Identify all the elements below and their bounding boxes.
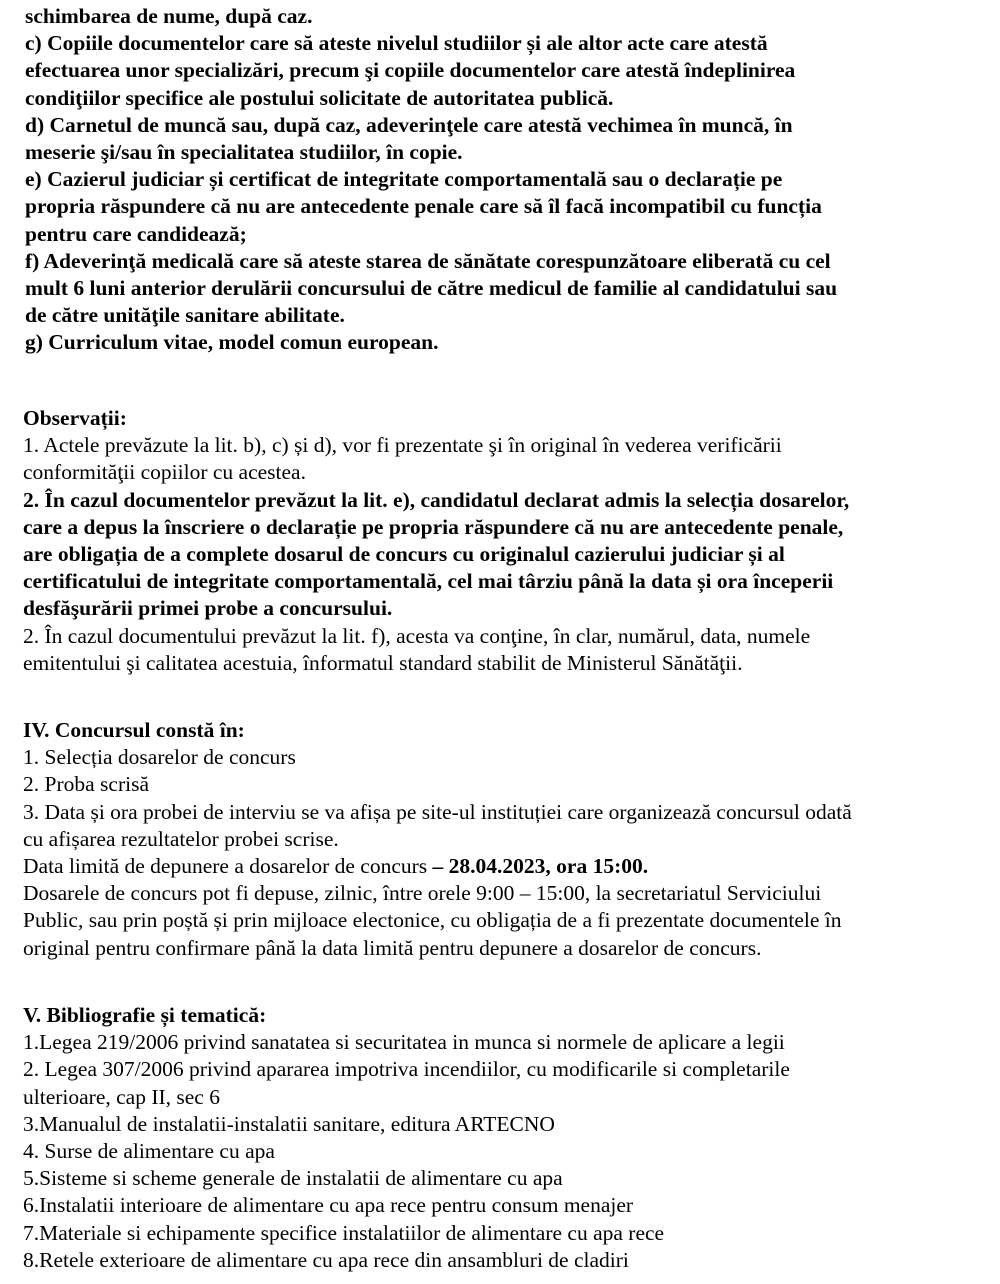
list-item-c: c) Copiile documentelor care să ateste nivelul studiilor și ale altor acte care atestă (25, 31, 768, 56)
observation-line: care a depus la înscriere o declarație pe propria răspundere că nu are antecedente penale, (23, 514, 844, 539)
bibliography-item: 2. Legea 307/2006 privind apararea impotriva incendiilor, cu modificarile si completarile (23, 1057, 790, 1082)
list-item-g: g) Curriculum vitae, model comun european. (25, 330, 439, 355)
contest-section (0, 717, 1000, 962)
deadline-label: Data limită de depunere a dosarelor de concurs (23, 853, 433, 878)
observations-section (0, 405, 1000, 677)
list-item-d: d) Carnetul de muncă sau, după caz, adeverinţele care atestă vechimea în muncă, în (25, 112, 793, 137)
list-line: schimbarea de nume, după caz. (25, 4, 313, 28)
observation-line: 2. În cazul documentului prevăzut la lit. f), acesta va conţine, în clar, numărul, data, numele (23, 623, 811, 648)
list-line: condiţiilor specifice ale postului solicitate de autoritatea publică. (25, 85, 614, 110)
list-line: efectuarea unor specializări, precum şi copiile documentelor care atestă îndeplinirea (25, 58, 796, 83)
contest-line: cu afișarea rezultatelor probei scrise. (23, 826, 339, 851)
list-line: meserie şi/sau în specialitatea studiilor, în copie. (25, 139, 463, 164)
observation-line: 1. Actele prevăzute la lit. b), c) și d), vor fi prezentate şi în original în vederea verificării (23, 433, 782, 458)
submission-line: Public, sau prin poștă și prin mijloace electonice, cu obligația de a fi prezentate documentele în (23, 908, 842, 933)
deadline-value: – 28.04.2023, ora 15:00. (432, 853, 649, 878)
list-line: mult 6 luni anterior derulării concursului de către medicul de familie al candidatului sau (25, 275, 838, 300)
list-line: pentru care candidează; (25, 221, 247, 246)
observation-line: conformităţii copiilor cu acestea. (23, 460, 306, 485)
observation-line: 2. În cazul documentelor prevăzut la lit. e), candidatul declarat admis la selecția dosarelor, (23, 487, 850, 512)
contest-line: 3. Data și ora probei de interviu se va afișa pe site-ul instituției care organizează concursul odată (23, 799, 852, 824)
submission-line: Dosarele de concurs pot fi depuse, zilnic, între orele 9:00 – 15:00, la secretariatul Serviciului (23, 881, 822, 906)
bibliography-section (0, 1002, 1000, 1274)
bibliography-item: 6.Instalatii interioare de alimentare cu apa rece pentru consum menajer (23, 1193, 634, 1218)
bibliography-item: 4. Surse de alimentare cu apa (23, 1138, 275, 1163)
list-line: de către unităţile sanitare abilitate. (25, 303, 345, 328)
contest-line: 1. Selecția dosarelor de concurs (23, 745, 296, 770)
list-item-e: e) Cazierul judiciar și certificat de integritate comportamentală sau o declarație pe (25, 167, 783, 192)
bibliography-item: 5.Sisteme si scheme generale de instalatii de alimentare cu apa (23, 1166, 563, 1191)
bibliography-item: 8.Retele exterioare de alimentare cu apa rece din ansambluri de cladiri (23, 1247, 629, 1272)
list-line: propria răspundere că nu are antecedente penale care să îl facă incompatibil cu funcția (25, 194, 822, 219)
contest-heading: IV. Concursul constă în: (23, 718, 245, 742)
bibliography-item: 7.Materiale si echipamente specifice instalatiilor de alimentare cu apa rece (23, 1220, 665, 1245)
observation-line: emitentului şi calitatea acestuia, înformatul standard stabilit de Ministerul Sănătăţii. (23, 650, 743, 675)
required-documents-list (0, 3, 1000, 356)
bibliography-heading: V. Bibliografie și tematică: (23, 1003, 267, 1027)
contest-line: 2. Proba scrisă (23, 772, 149, 797)
bibliography-item: 1.Legea 219/2006 privind sanatatea si securitatea in munca si normele de aplicare a legii (23, 1030, 785, 1055)
bibliography-item: 3.Manualul de instalatii-instalatii sanitare, editura ARTECNO (23, 1111, 555, 1136)
observation-line: desfăşurării primei probe a concursului. (23, 596, 393, 621)
observations-heading: Observații: (23, 406, 127, 430)
list-item-f: f) Adeverinţă medicală care să ateste starea de sănătate corespunzătoare eliberată cu cel (25, 248, 831, 273)
submission-line: original pentru confirmare până la data limită pentru depunere a dosarelor de concurs. (23, 935, 762, 960)
observation-line: are obligația de a complete dosarul de concurs cu originalul cazierului judiciar și al (23, 541, 785, 566)
bibliography-item: ulterioare, cap II, sec 6 (23, 1084, 220, 1109)
deadline-line (0, 853, 1000, 880)
observation-line: certificatului de integritate comportamentală, cel mai târziu până la data și ora începerii (23, 569, 834, 594)
